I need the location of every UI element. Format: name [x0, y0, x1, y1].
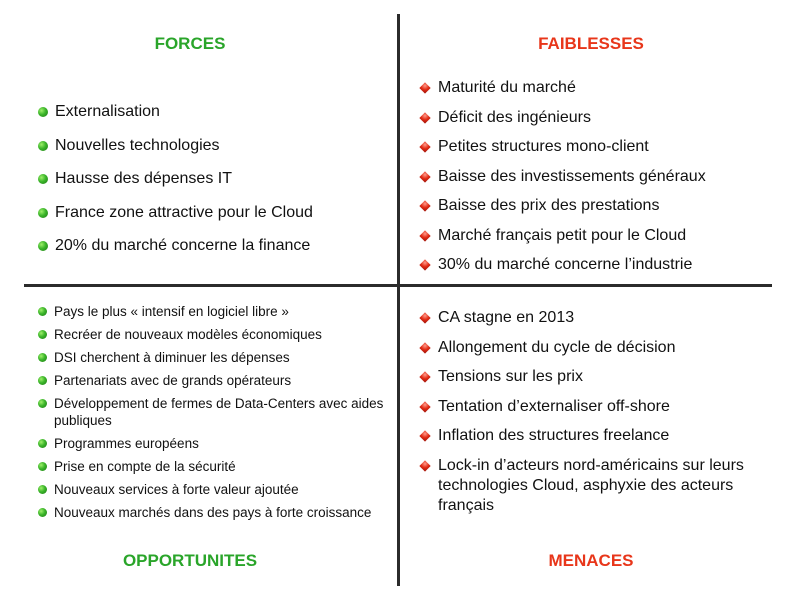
vertical-divider: [397, 14, 400, 586]
faiblesses-item-text: Maturité du marché: [438, 79, 576, 96]
opportunites-item-text: Pays le plus « intensif en logiciel libre »: [54, 304, 289, 319]
green-dot-icon: [38, 208, 48, 218]
faiblesses-heading: FAIBLESSES: [538, 34, 644, 53]
faiblesses-item-text: Petites structures mono-client: [438, 138, 649, 155]
opportunites-item: [38, 435, 393, 452]
forces-item-text: Externalisation: [55, 103, 160, 120]
opportunites-item-text: Prise en compte de la sécurité: [54, 459, 236, 474]
opportunites-item-text: Partenariats avec de grands opérateurs: [54, 373, 292, 388]
forces-item: [38, 168, 388, 202]
opportunites-item-text: Programmes européens: [54, 436, 199, 451]
menaces-item-text: Lock-in d’acteurs nord-américains sur leurs technologies Cloud, asphyxie des acteurs français: [438, 456, 744, 514]
opportunites-item: [38, 481, 393, 498]
faiblesses-item-text: 30% du marché concerne l’industrie: [438, 256, 693, 273]
menaces-item-text: Tentation d’externaliser off-shore: [438, 397, 670, 415]
faiblesses-item-text: Baisse des investissements généraux: [438, 167, 706, 185]
menaces-item: [420, 338, 785, 358]
menaces-item: [420, 308, 785, 328]
green-dot-icon: [38, 241, 48, 251]
faiblesses-item: [420, 225, 790, 255]
faiblesses-item: [420, 107, 790, 137]
green-dot-icon: [38, 353, 47, 362]
menaces-item: [420, 426, 785, 446]
green-dot-icon: [38, 439, 47, 448]
horizontal-divider: [24, 284, 772, 287]
opportunites-item: [38, 349, 393, 366]
menaces-item-text: CA stagne en 2013: [438, 309, 575, 326]
opportunites-item: [38, 326, 393, 343]
green-dot-icon: [38, 107, 48, 117]
faiblesses-item-text: Déficit des ingénieurs: [438, 108, 591, 126]
forces-item-text: 20% du marché concerne la finance: [55, 237, 311, 254]
green-dot-icon: [38, 141, 48, 151]
green-dot-icon: [38, 508, 47, 517]
forces-item-text: France zone attractive pour le Cloud: [55, 203, 313, 221]
forces-item-text: Nouvelles technologies: [55, 136, 220, 154]
menaces-item-text: Allongement du cycle de décision: [438, 338, 676, 356]
opportunites-item: [38, 504, 393, 521]
faiblesses-item-text: Baisse des prix des prestations: [438, 197, 660, 214]
green-dot-icon: [38, 330, 47, 339]
green-dot-icon: [38, 399, 47, 408]
menaces-item-text: Inflation des structures freelance: [438, 427, 670, 444]
forces-list: [38, 101, 388, 269]
green-dot-icon: [38, 307, 47, 316]
green-dot-icon: [38, 462, 47, 471]
forces-item: [38, 202, 388, 236]
green-dot-icon: [38, 376, 47, 385]
forces-item: [38, 235, 388, 269]
menaces-item-text: Tensions sur les prix: [438, 368, 583, 385]
forces-item: [38, 101, 388, 135]
opportunites-item-text: Recréer de nouveaux modèles économiques: [54, 327, 322, 342]
opportunites-item: [38, 303, 393, 320]
opportunites-item-text: DSI cherchent à diminuer les dépenses: [54, 350, 290, 365]
opportunites-item-text: Nouveaux marchés dans des pays à forte croissance: [54, 505, 372, 520]
opportunites-item-text: Développement de fermes de Data-Centers avec aides publiques: [54, 396, 384, 428]
forces-heading: FORCES: [154, 34, 226, 53]
faiblesses-item: [420, 77, 790, 107]
opportunites-item: [38, 458, 393, 475]
faiblesses-item: [420, 166, 790, 196]
faiblesses-item: [420, 254, 790, 284]
faiblesses-item: [420, 136, 790, 166]
green-dot-icon: [38, 174, 48, 184]
menaces-item: [420, 367, 785, 387]
menaces-item: [420, 397, 785, 417]
opportunites-heading: OPPORTUNITES: [122, 551, 258, 570]
forces-item-text: Hausse des dépenses IT: [55, 170, 232, 187]
faiblesses-item-text: Marché français petit pour le Cloud: [438, 226, 687, 244]
menaces-heading: MENACES: [548, 551, 634, 570]
green-dot-icon: [38, 485, 47, 494]
faiblesses-list: [420, 77, 790, 284]
faiblesses-item: [420, 195, 790, 225]
opportunites-item: [38, 395, 393, 429]
opportunites-list: [38, 303, 393, 527]
menaces-list: [420, 308, 785, 525]
forces-item: [38, 135, 388, 169]
menaces-item: [420, 456, 785, 516]
opportunites-item-text: Nouveaux services à forte valeur ajoutée: [54, 482, 299, 497]
opportunites-item: [38, 372, 393, 389]
